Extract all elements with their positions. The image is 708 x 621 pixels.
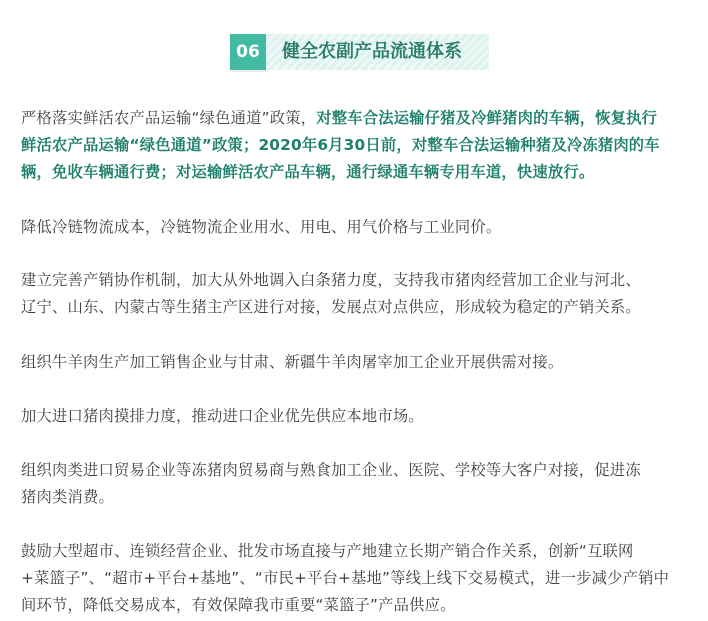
paragraph-meat-import-trade <box>21 457 697 511</box>
paragraph-production-sales <box>21 267 697 321</box>
text-line <box>21 159 697 186</box>
paragraph-supermarket-cooperation <box>21 538 697 619</box>
highlighted-text: 辆，免收车辆通行费；对运输鲜活农产品车辆，通行绿通车辆专用车道，快速放行。 <box>21 163 595 181</box>
body-text: 组织牛羊肉生产加工销售企业与甘肃、新疆牛羊肉屠宰加工企业开展供需对接。 <box>21 353 564 371</box>
text-line <box>21 349 697 376</box>
section-number-badge: 06 <box>230 34 266 70</box>
text-line <box>21 267 697 294</box>
text-line <box>21 565 697 592</box>
text-line <box>21 484 697 511</box>
body-text: +菜篮子”、“超市+平台+基地”、“市民+平台+基地”等线上线下交易模式，进一步减少产销中 <box>21 569 670 587</box>
section-title-box <box>266 34 489 70</box>
paragraph-beef-mutton <box>21 349 697 376</box>
body-text: 严格落实鲜活农产品运输“绿色通道”政策， <box>21 109 317 127</box>
body-text: 加大进口猪肉摸排力度，推动进口企业优先供应本地市场。 <box>21 407 424 425</box>
text-line <box>21 592 697 619</box>
text-line <box>21 214 697 241</box>
body-text: 辽宁、山东、内蒙古等生猪主产区进行对接，发展点对点供应，形成较为稳定的产销关系。 <box>21 298 641 316</box>
text-line <box>21 538 697 565</box>
paragraph-green-channel <box>21 105 697 186</box>
paragraph-imported-pork <box>21 403 697 430</box>
section-header <box>230 34 489 70</box>
text-line <box>21 294 697 321</box>
body-text: 猪肉类消费。 <box>21 488 114 506</box>
paragraph-cold-chain <box>21 214 697 241</box>
text-line <box>21 403 697 430</box>
text-line <box>21 132 697 159</box>
body-text: 鼓励大型超市、连锁经营企业、批发市场直接与产地建立长期产销合作关系，创新“互联网 <box>21 542 634 560</box>
highlighted-text: 对整车合法运输仔猪及冷鲜猪肉的车辆，恢复执行 <box>316 109 658 127</box>
text-line <box>21 105 697 132</box>
text-line <box>21 457 697 484</box>
body-text: 间环节，降低交易成本，有效保障我市重要“菜篮子”产品供应。 <box>21 596 456 614</box>
body-text: 建立完善产销协作机制，加大从外地调入白条猪力度，支持我市猪肉经营加工企业与河北、 <box>21 271 641 289</box>
section-title: 健全农副产品流通体系 <box>282 41 462 62</box>
body-text: 组织肉类进口贸易企业等冻猪肉贸易商与熟食加工企业、医院、学校等大客户对接，促进冻 <box>21 461 641 479</box>
highlighted-text: 鲜活农产品运输“绿色通道”政策；2020年6月30日前，对整车合法运输种猪及冷冻猪肉的车 <box>21 136 660 154</box>
body-text: 降低冷链物流成本，冷链物流企业用水、用电、用气价格与工业同价。 <box>21 218 502 236</box>
